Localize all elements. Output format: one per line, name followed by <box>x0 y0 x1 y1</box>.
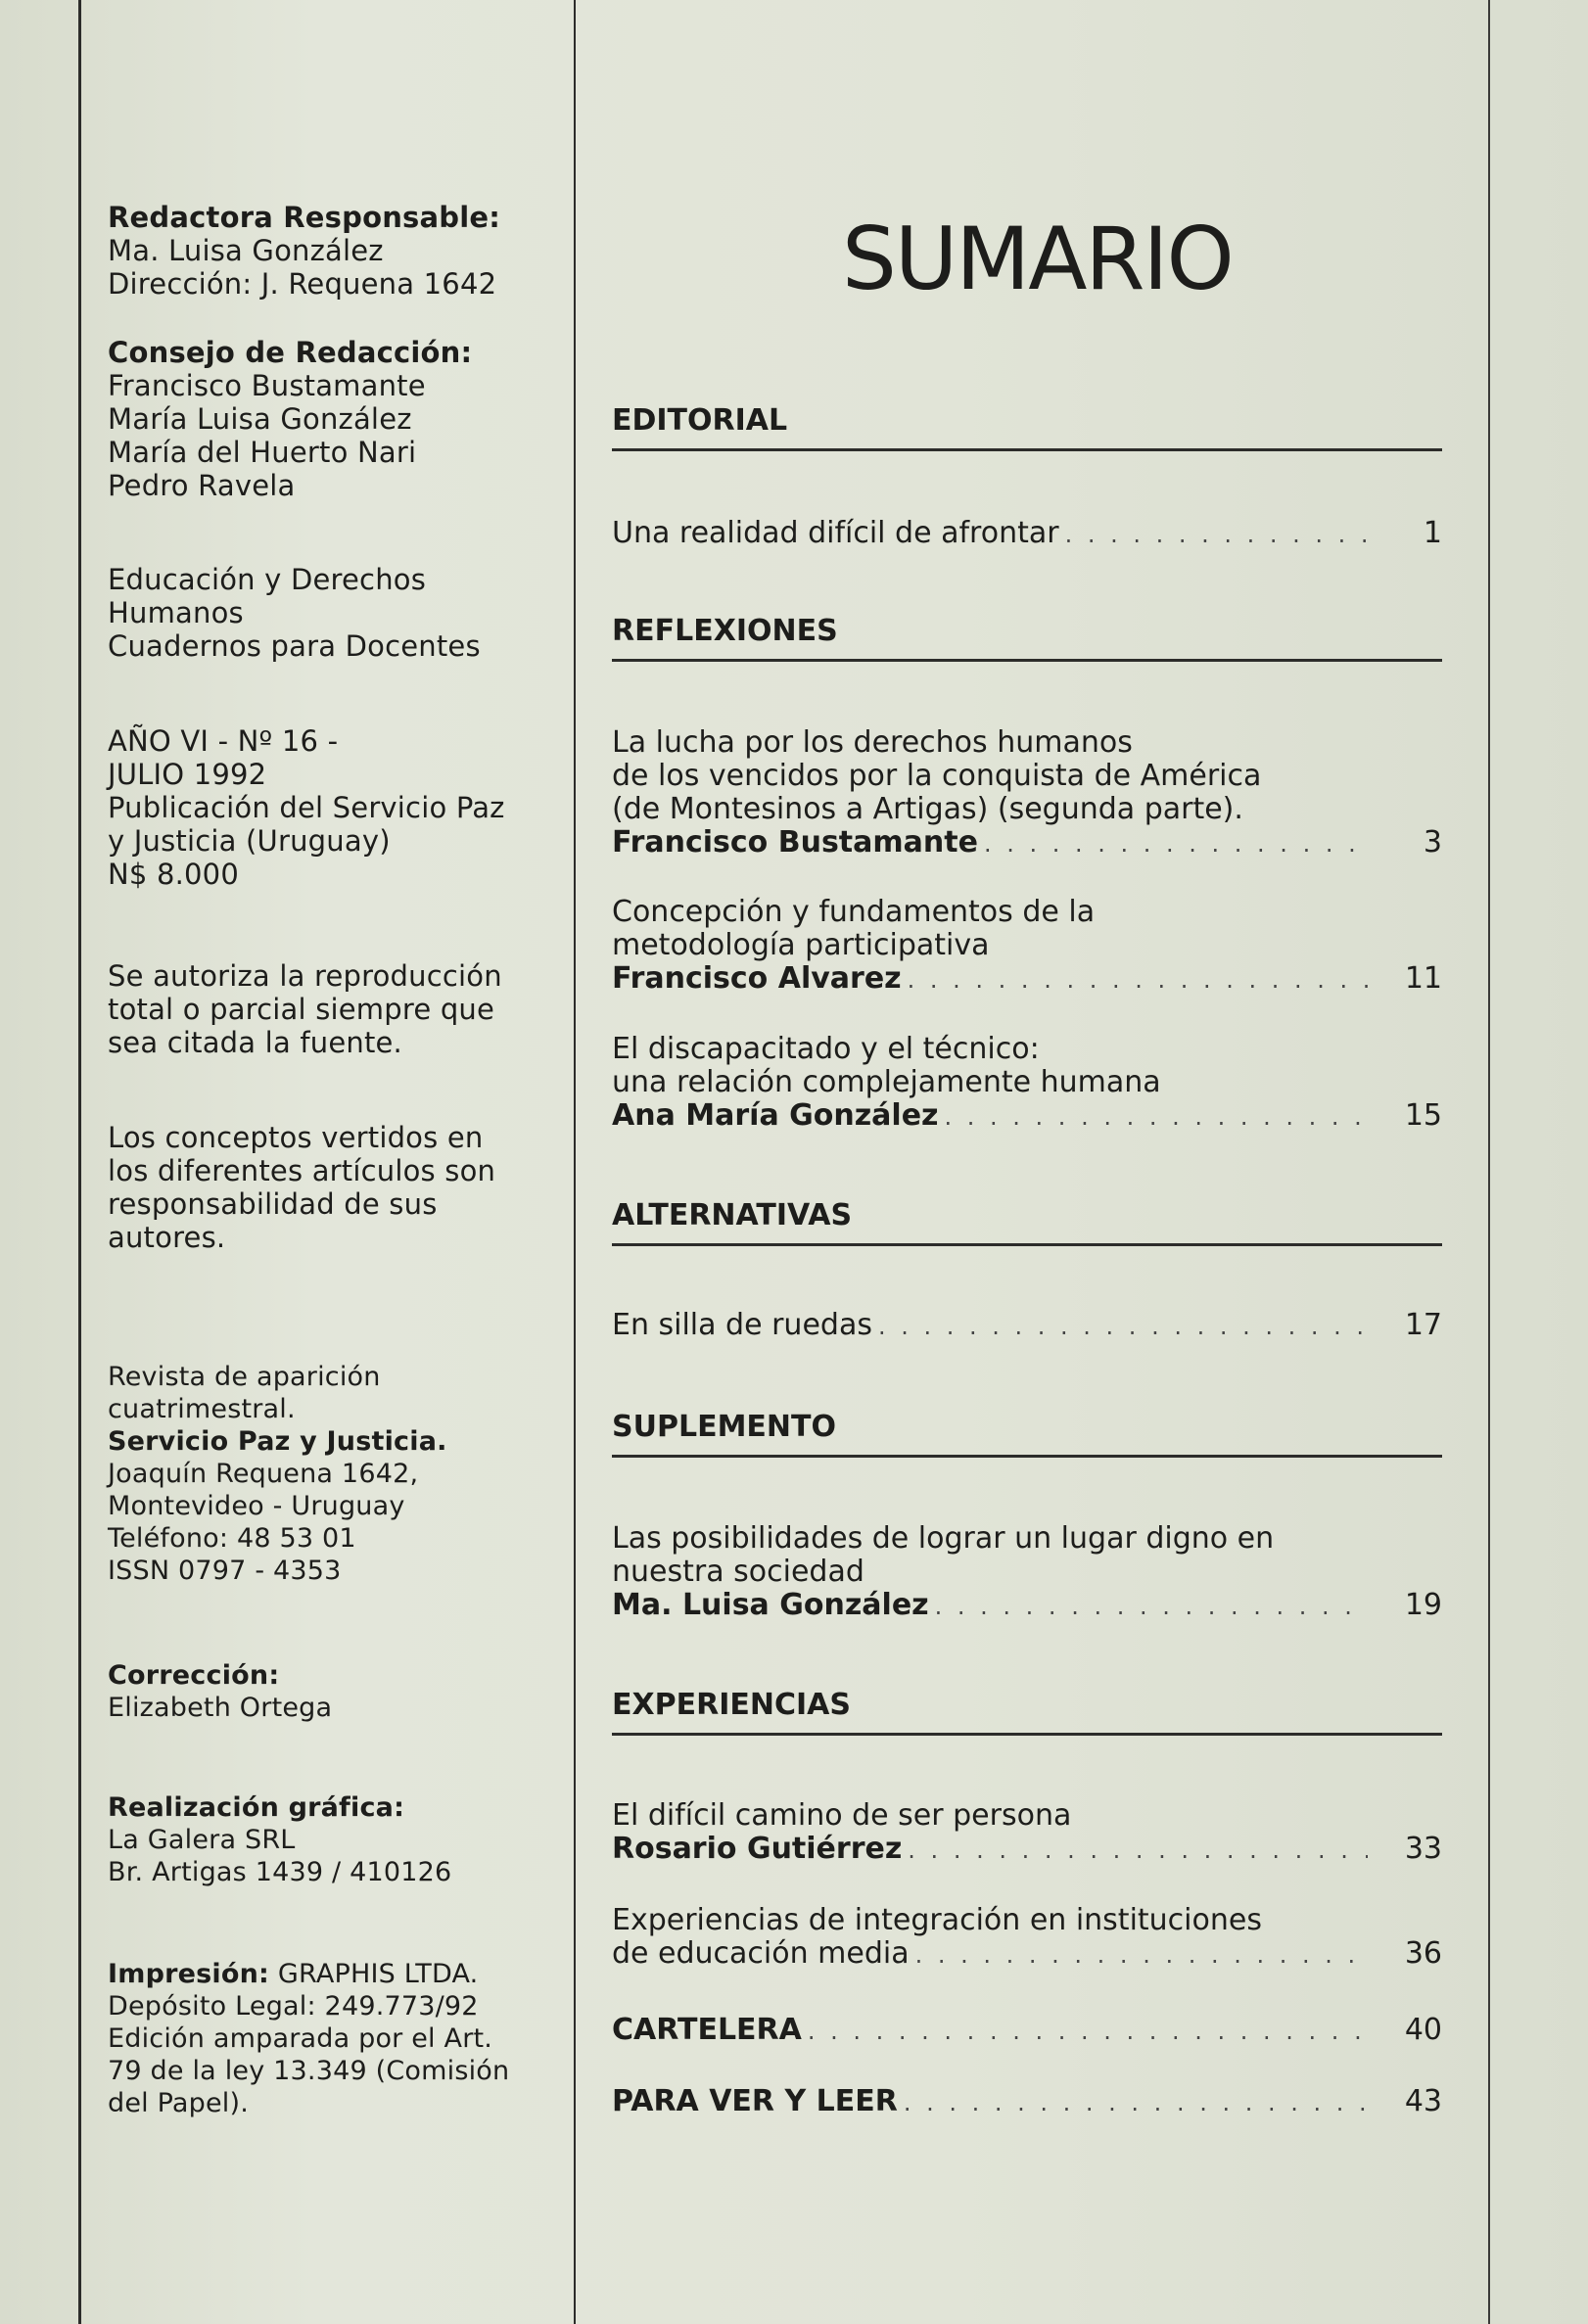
series-line: Educación y Derechos <box>108 563 427 596</box>
entry-author: Francisco Bustamante <box>612 825 978 860</box>
page-number: 36 <box>1404 1936 1442 1971</box>
entry-title: En silla de ruedas <box>612 1308 872 1342</box>
consejo-label: Consejo de Redacción: <box>108 336 473 369</box>
conceptos-line: los diferentes artículos son <box>108 1154 496 1187</box>
entry-title-line: Concepción y fundamentos de la <box>612 895 1096 929</box>
consejo-member: Francisco Bustamante <box>108 369 426 402</box>
issue-block <box>108 724 505 891</box>
consejo-member: Pedro Ravela <box>108 469 296 502</box>
redactora-label: Redactora Responsable: <box>108 201 501 234</box>
toc-entry[interactable] <box>612 1904 1442 1972</box>
sumario-title: SUMARIO <box>842 209 1233 309</box>
entry-title-line: de los vencidos por la conquista de América <box>612 759 1262 793</box>
toc-entry[interactable] <box>612 1522 1442 1623</box>
page-number: 40 <box>1404 2013 1442 2047</box>
issue-line: AÑO VI - Nº 16 - <box>108 724 339 758</box>
toc-entry[interactable] <box>612 2085 1442 2119</box>
dot-leader <box>904 2086 1368 2119</box>
series-line: Cuadernos para Docentes <box>108 629 481 663</box>
reproduccion-block <box>108 959 502 1059</box>
servicio-info: Teléfono: 48 53 01 <box>108 1523 356 1554</box>
reproduccion-line: Se autoriza la reproducción <box>108 959 502 993</box>
redactora-name: Ma. Luisa González <box>108 234 384 267</box>
entry-author: Ana María González <box>612 1098 939 1133</box>
entry-title-line: Experiencias de integración en instituciones <box>612 1903 1262 1937</box>
issue-line: Publicación del Servicio Paz <box>108 791 505 824</box>
entry-title-line: de educación media <box>612 1936 910 1971</box>
entry-author: Ma. Luisa González <box>612 1588 929 1622</box>
page-number: 1 <box>1423 516 1442 550</box>
impresion-label: Impresión: <box>108 1959 270 1989</box>
redactora-block <box>108 201 500 301</box>
realizacion-info: Br. Artigas 1439 / 410126 <box>108 1857 452 1887</box>
series-block <box>108 563 481 663</box>
entry-title-line: Las posibilidades de lograr un lugar digno en <box>612 1521 1275 1556</box>
direccion: Dirección: J. Requena 1642 <box>108 267 497 301</box>
page-number: 43 <box>1404 2084 1442 2118</box>
realizacion-info: La Galera SRL <box>108 1825 296 1855</box>
impresion-info: 79 de la ley 13.349 (Comisión <box>108 2056 510 2086</box>
impresion-info: Edición amparada por el Art. <box>108 2023 493 2054</box>
page-number: 3 <box>1423 825 1442 860</box>
section-experiencias: EXPERIENCIAS <box>612 1686 1442 1736</box>
reproduccion-line: sea citada la fuente. <box>108 1026 402 1059</box>
consejo-member: María del Huerto Nari <box>108 436 417 469</box>
dot-leader <box>908 963 1368 997</box>
reproduccion-line: total o parcial siempre que <box>108 993 495 1026</box>
entry-author: Francisco Alvarez <box>612 961 902 996</box>
entry-title-line: metodología participativa <box>612 928 990 962</box>
conceptos-line: responsabilidad de sus <box>108 1187 438 1221</box>
entry-title-line: nuestra sociedad <box>612 1555 864 1589</box>
page-number: 17 <box>1404 1308 1442 1342</box>
consejo-member: María Luisa González <box>108 402 412 436</box>
servicio-info: Joaquín Requena 1642, <box>108 1459 419 1489</box>
dot-leader <box>908 1834 1368 1867</box>
consejo-block <box>108 336 472 502</box>
revista-line: Revista de aparición <box>108 1362 381 1392</box>
revista-line: cuatrimestral. <box>108 1394 296 1424</box>
entry-title: Una realidad difícil de afrontar <box>612 516 1059 550</box>
entry-title-line: El difícil camino de ser persona <box>612 1798 1072 1833</box>
dot-leader <box>984 827 1368 860</box>
correccion-label: Corrección: <box>108 1660 280 1691</box>
series-line: Humanos <box>108 596 244 629</box>
impresion-info: Depósito Legal: 249.773/92 <box>108 1991 479 2022</box>
page-number: 15 <box>1404 1098 1442 1133</box>
impresion-block <box>108 1958 509 2119</box>
column-divider <box>574 0 576 2324</box>
entry-title-line: La lucha por los derechos humanos <box>612 725 1133 760</box>
page-number: 19 <box>1404 1588 1442 1622</box>
entry-title-line: una relación complejamente humana <box>612 1065 1161 1099</box>
toc-entry[interactable] <box>612 1799 1442 1867</box>
realizacion-label: Realización gráfica: <box>108 1792 405 1823</box>
issue-line: JULIO 1992 <box>108 758 267 791</box>
issue-line: y Justicia (Uruguay) <box>108 824 391 858</box>
conceptos-block <box>108 1121 495 1254</box>
impresion-info: del Papel). <box>108 2088 250 2118</box>
impresion-value: GRAPHIS LTDA. <box>277 1959 479 1989</box>
section-suplemento: SUPLEMENTO <box>612 1408 1442 1458</box>
toc-entry[interactable] <box>612 517 1442 551</box>
conceptos-line: Los conceptos vertidos en <box>108 1121 484 1154</box>
page-number: 33 <box>1404 1832 1442 1866</box>
page-number: 11 <box>1404 961 1442 996</box>
section-para-ver-y-leer: PARA VER Y LEER <box>612 2084 898 2118</box>
conceptos-line: autores. <box>108 1221 226 1254</box>
left-rule <box>78 0 81 2324</box>
realizacion-block <box>108 1791 451 1888</box>
dot-leader <box>808 2015 1368 2048</box>
dot-leader <box>915 1938 1368 1972</box>
servicio-info: ISSN 0797 - 4353 <box>108 1556 342 1586</box>
section-reflexiones: REFLEXIONES <box>612 612 1442 662</box>
servicio-name: Servicio Paz y Justicia. <box>108 1426 447 1457</box>
issue-price: N$ 8.000 <box>108 858 239 891</box>
right-rule <box>1488 0 1490 2324</box>
entry-author: Rosario Gutiérrez <box>612 1832 903 1866</box>
correccion-name: Elizabeth Ortega <box>108 1693 333 1723</box>
section-alternativas: ALTERNATIVAS <box>612 1196 1442 1246</box>
revista-block <box>108 1361 447 1587</box>
dot-leader <box>1065 518 1368 551</box>
toc-entry[interactable] <box>612 1033 1442 1134</box>
toc-entry[interactable] <box>612 896 1442 997</box>
section-editorial: EDITORIAL <box>612 401 1442 451</box>
entry-title-line: (de Montesinos a Artigas) (segunda parte). <box>612 792 1243 826</box>
dot-leader <box>945 1100 1368 1134</box>
correccion-block <box>108 1659 332 1724</box>
toc-entry[interactable] <box>612 726 1442 860</box>
toc-entry[interactable] <box>612 1309 1442 1343</box>
dot-leader <box>935 1590 1368 1623</box>
section-cartelera: CARTELERA <box>612 2013 802 2047</box>
servicio-info: Montevideo - Uruguay <box>108 1491 405 1521</box>
toc-entry[interactable] <box>612 2014 1442 2048</box>
dot-leader <box>878 1310 1368 1343</box>
entry-title-line: El discapacitado y el técnico: <box>612 1032 1040 1066</box>
